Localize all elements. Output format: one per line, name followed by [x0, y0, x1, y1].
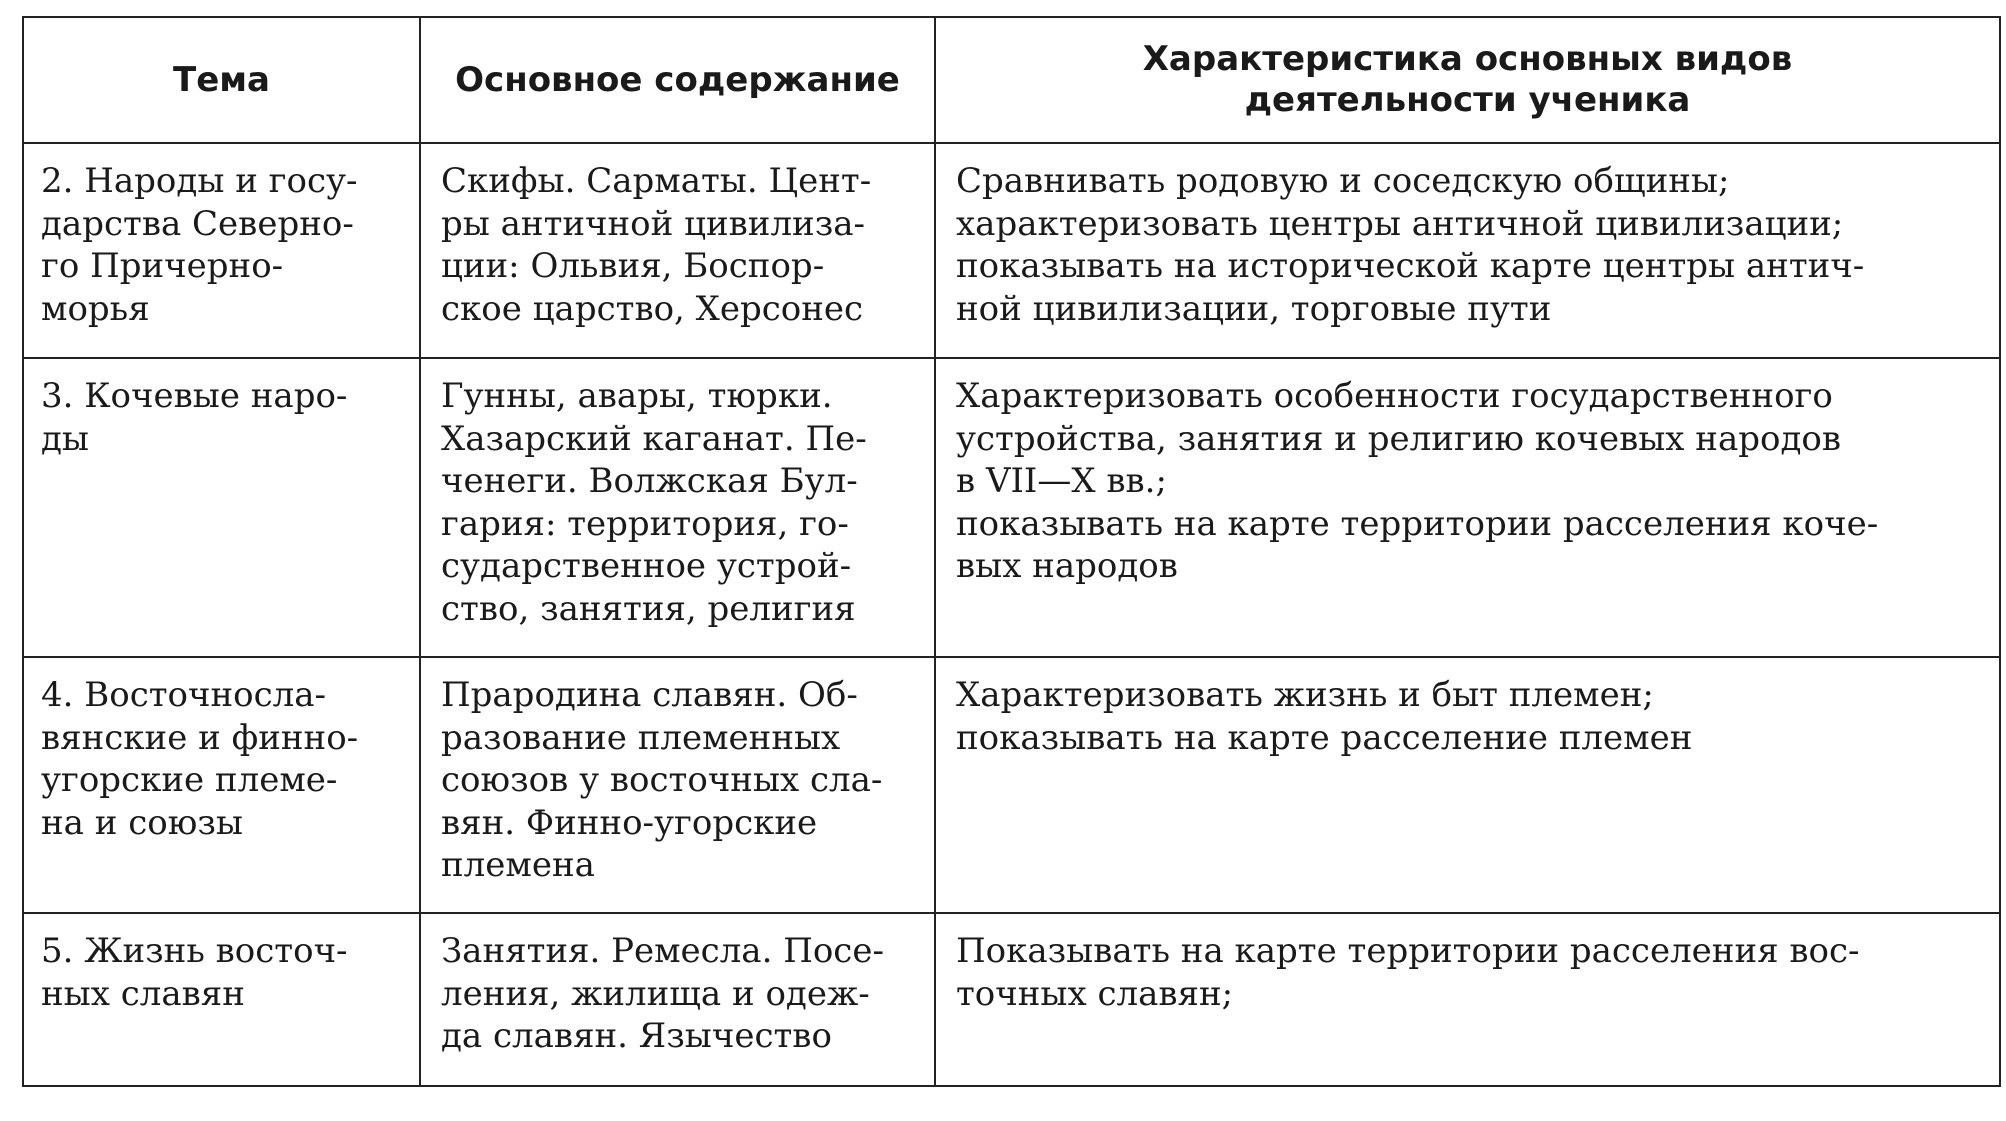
activities-cell: Характеризовать жизнь и быт племен; показывать на карте расселение племен: [935, 657, 2000, 913]
header-topic-label: Тема: [173, 59, 270, 100]
activities-cell: Сравнивать родовую и соседскую общины; характеризовать центры античной цивилизации; показывать на исторической карте центры антич- ной цивилизации, торговые пути: [935, 143, 2000, 358]
table-row: [23, 143, 2000, 358]
topic-cell: 5. Жизнь восточ- ных славян: [23, 913, 420, 1086]
activities-cell: Характеризовать особенности государственного устройства, занятия и религию кочевых народов в VII—X вв.; показывать на карте территории расселения коче- вых народов: [935, 358, 2000, 657]
content-cell: Гунны, авары, тюрки. Хазарский каганат. Пе- ченеги. Волжская Бул- гария: территория, го- сударственное устрой- ство, занятия, религия: [420, 358, 935, 657]
header-topic: [23, 17, 420, 143]
table-row: [23, 657, 2000, 913]
content-cell: Скифы. Сарматы. Цент- ры античной цивилиза- ции: Ольвия, Боспор- ское царство, Херсонес: [420, 143, 935, 358]
topic-cell: 2. Народы и госу- дарства Северно- го Причерно- морья: [23, 143, 420, 358]
table-header: [23, 17, 2000, 143]
table-row: [23, 913, 2000, 1086]
header-content-label: Основное содержание: [455, 59, 900, 100]
content-cell: Занятия. Ремесла. Посе- ления, жилища и одеж- да славян. Язычество: [420, 913, 935, 1086]
content-cell: Прародина славян. Об- разование племенных союзов у восточных сла- вян. Финно-угорские племена: [420, 657, 935, 913]
activities-cell: Показывать на карте территории расселения вос- точных славян;: [935, 913, 2000, 1086]
header-activities: [935, 17, 2000, 143]
curriculum-table: [22, 16, 2001, 1087]
topic-cell: 4. Восточносла- вянские и финно- угорские племе- на и союзы: [23, 657, 420, 913]
topic-cell: 3. Кочевые наро- ды: [23, 358, 420, 657]
header-row: [23, 17, 2000, 143]
table-row: [23, 358, 2000, 657]
table-body: [23, 143, 2000, 1086]
header-content: [420, 17, 935, 143]
header-activities-label: Характеристика основных видов деятельности ученика: [1142, 39, 1793, 120]
